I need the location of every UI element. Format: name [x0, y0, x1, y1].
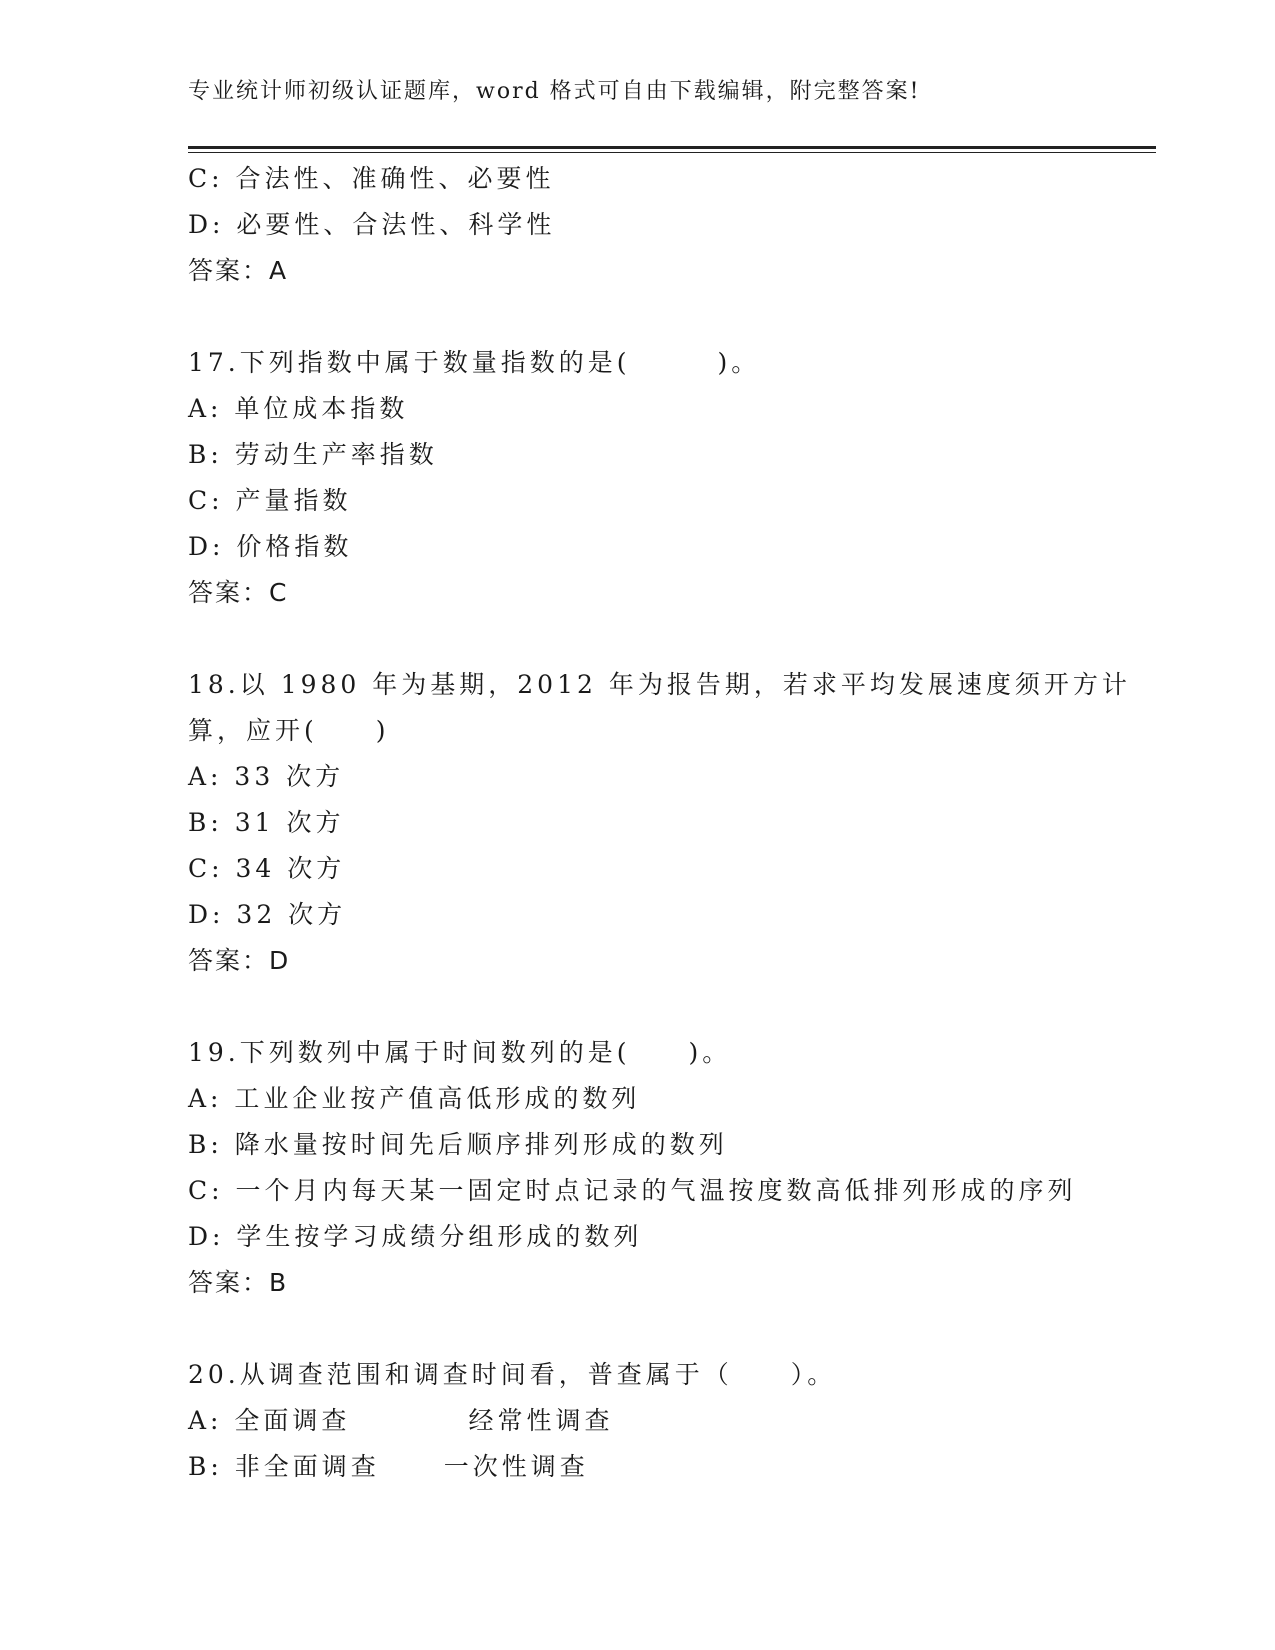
option-d: D: 价格指数: [188, 532, 353, 561]
option-c: C: 合法性、准确性、必要性: [188, 164, 555, 193]
option-d: D: 32 次方: [188, 900, 347, 929]
question-17: [188, 340, 1088, 616]
header-rule-thin: [188, 152, 1156, 153]
option-b-extra: 一次性调查: [443, 1452, 589, 1481]
page-header-note: 专业统计师初级认证题库，word 格式可自由下载编辑，附完整答案!: [188, 79, 921, 104]
option-a-row: [188, 1398, 1088, 1444]
question-stem-line-2: 算，应开( ): [188, 716, 390, 745]
answer-line: 答案：A: [188, 256, 289, 285]
question-stem: 19.下列数列中属于时间数列的是( )。: [188, 1038, 732, 1067]
spacer: [188, 616, 1088, 662]
option-a: A: 单位成本指数: [188, 394, 409, 423]
option-a: A: 工业企业按产值高低形成的数列: [188, 1084, 641, 1113]
question-19: [188, 1030, 1088, 1306]
answer-line: 答案：C: [188, 578, 289, 607]
question-20: [188, 1352, 1088, 1490]
spacer: [188, 294, 1088, 340]
answer-line: 答案：D: [188, 946, 291, 975]
spacer: [188, 1306, 1088, 1352]
option-c: C: 产量指数: [188, 486, 352, 515]
option-b: B: 劳动生产率指数: [188, 440, 438, 469]
question-list: [188, 156, 1131, 1490]
option-b-row: [188, 1444, 1088, 1490]
header-rule-thick: [188, 146, 1156, 149]
option-d: D: 必要性、合法性、科学性: [188, 210, 556, 239]
option-d: D: 学生按学习成绩分组形成的数列: [188, 1222, 643, 1251]
spacer: [188, 984, 1088, 1030]
option-b: B: 31 次方: [188, 808, 345, 837]
option-a: A: 33 次方: [188, 762, 345, 791]
question-stem: 17.下列指数中属于数量指数的是( )。: [188, 348, 761, 377]
option-a: A: 全面调查: [188, 1406, 351, 1435]
answer-line: 答案：B: [188, 1268, 289, 1297]
question-16-tail: [188, 156, 1088, 294]
option-b: B: 降水量按时间先后顺序排列形成的数列: [188, 1130, 728, 1159]
question-stem: 20.从调查范围和调查时间看，普查属于（ ）。: [188, 1360, 837, 1389]
option-b: B: 非全面调查: [188, 1452, 380, 1481]
question-stem-line-1: 18.以 1980 年为基期，2012 年为报告期，若求平均发展速度须开方计: [188, 670, 1131, 699]
option-a-extra: 经常性调查: [468, 1406, 614, 1435]
option-c: C: 一个月内每天某一固定时点记录的气温按度数高低排列形成的序列: [188, 1176, 1077, 1205]
question-18: [188, 662, 1131, 984]
option-c: C: 34 次方: [188, 854, 346, 883]
